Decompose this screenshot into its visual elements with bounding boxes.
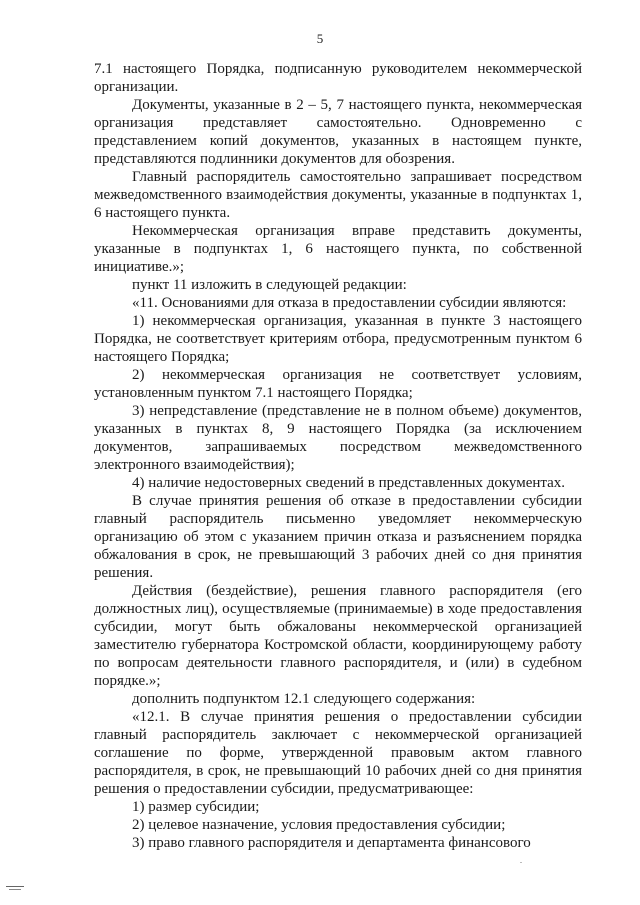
paragraph: «11. Основаниями для отказа в предоставлении субсидии являются: xyxy=(132,295,567,311)
paragraph: 7.1 настоящего Порядка, подписанную руководителем некоммерческой организации. xyxy=(94,61,582,95)
paragraph: Некоммерческая организация вправе представить документы, указанные в подпунктах 1, 6 настоящего пункта, по собственной инициативе.»; xyxy=(94,223,582,275)
list-item: 2) целевое назначение, условия предоставления субсидии; xyxy=(132,817,506,833)
scan-speck xyxy=(520,862,522,863)
document-body xyxy=(94,60,582,852)
list-item: 1) размер субсидии; xyxy=(132,799,260,815)
list-item: 4) наличие недостоверных сведений в представленных документах. xyxy=(132,475,566,491)
list-item: 3) непредставление (представление не в полном объеме) документов, указанных в пунктах 8, 9 настоящего Порядка (за исключением документов, запрашиваемых посредством межведомственного электронного взаимодействия); xyxy=(94,403,582,473)
list-item: 1) некоммерческая организация, указанная в пункте 3 настоящего Порядка, не соответствует критериям отбора, предусмотренным пунктом 6 настоящего Порядка; xyxy=(94,313,582,365)
paragraph: Документы, указанные в 2 – 5, 7 настоящего пункта, некоммерческая организация представляет самостоятельно. Одновременно с представлением копий документов, указанных в настоящем пункте, представляются подлинники документов для обозрения. xyxy=(94,97,582,167)
footer-mark xyxy=(6,886,24,889)
paragraph: дополнить подпунктом 12.1 следующего содержания: xyxy=(132,691,476,707)
list-item: 3) право главного распорядителя и департамента финансового xyxy=(132,835,531,851)
paragraph: Главный распорядитель самостоятельно запрашивает посредством межведомственного взаимодействия документы, указанные в подпунктах 1, 6 настоящего пункта. xyxy=(94,169,582,221)
paragraph: Действия (бездействие), решения главного распорядителя (его должностных лиц), осуществляемые (принимаемые) в ходе предоставления субсидии, могут быть обжалованы некоммерческой организацией заместителю губернатора Костромской области, координирующему работу по вопросам деятельности главного распорядителя, и (или) в судебном порядке.»; xyxy=(94,583,582,689)
paragraph: В случае принятия решения об отказе в предоставлении субсидии главный распорядитель письменно уведомляет некоммерческую организацию об этом с указанием причин отказа и разъяснением порядка обжалования в срок, не превышающий 3 рабочих дней со дня принятия решения. xyxy=(94,493,582,581)
paragraph: пункт 11 изложить в следующей редакции: xyxy=(132,277,407,293)
paragraph: «12.1. В случае принятия решения о предоставлении субсидии главный распорядитель заключает с некоммерческой организацией соглашение по форме, утвержденной правовым актом главного распорядителя, в срок, не превышающий 10 рабочих дней со дня принятия решения о предоставлении субсидии, предусматривающее: xyxy=(94,709,582,797)
page-number: 5 xyxy=(316,31,324,46)
list-item: 2) некоммерческая организация не соответствует условиям, установленным пунктом 7.1 настоящего Порядка; xyxy=(94,367,582,401)
